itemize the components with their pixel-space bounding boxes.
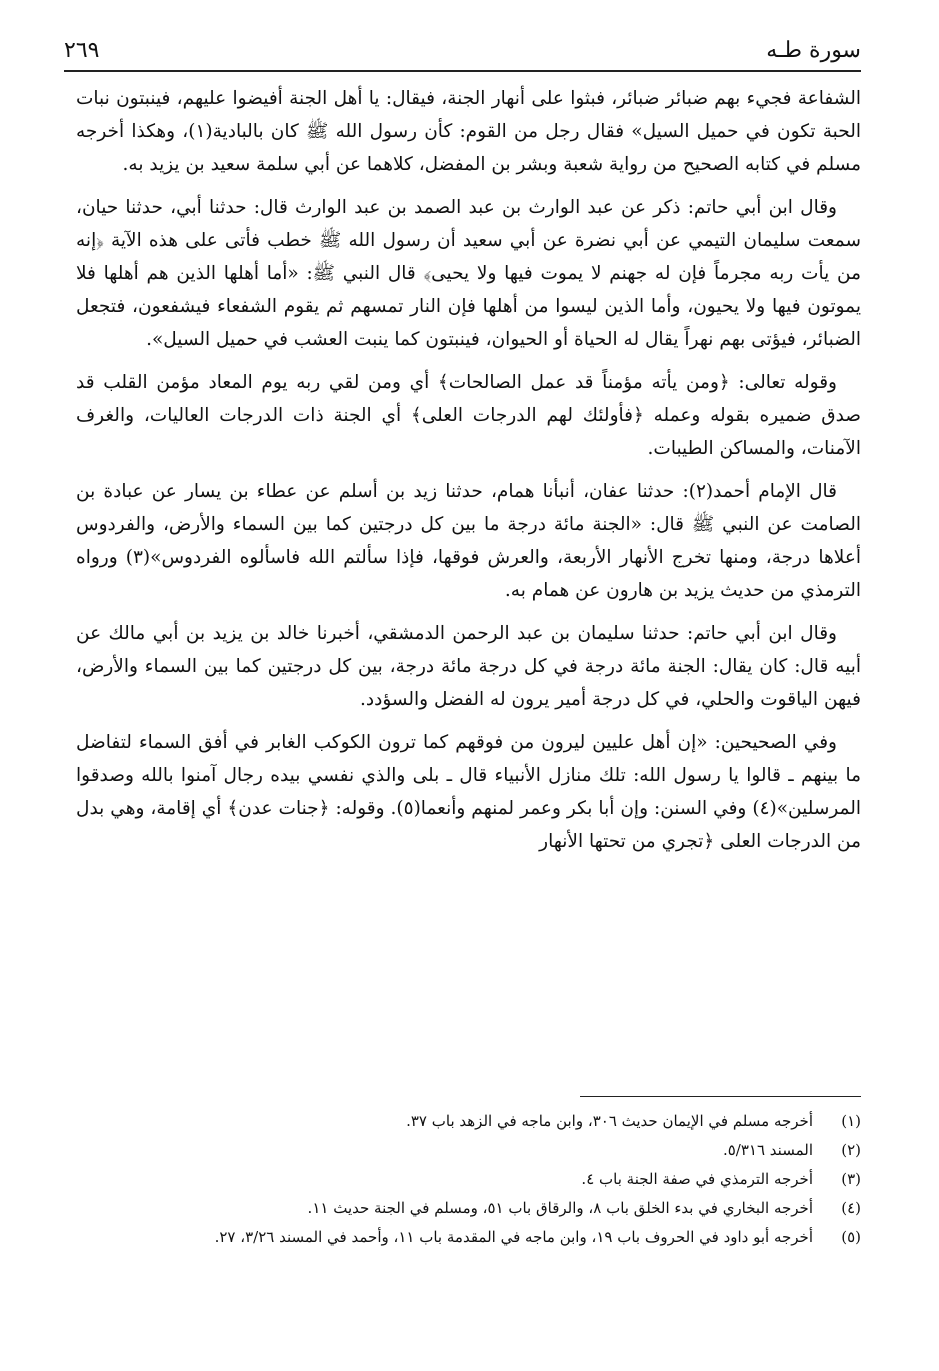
paragraph: قال الإمام أحمد(٢): حدثنا عفان، أنبأنا همام، حدثنا زيد بن أسلم عن عطاء بن يسار عن عبادة بن الصامت عن النبي ﷺ قال: «الجنة مائة درجة ما بين كل درجتين كما بين السماء والأرض، والفردوس أعلاها درجة، ومنها تخرج الأنهار الأربعة، والعرش فوقها، فإذا سألتم الله فاسألوه الفردوس»(٣) ورواه الترمذي من حديث يزيد بن هارون عن همام به.: [76, 481, 861, 601]
page-header: [64, 30, 861, 72]
footnote-marker: (٢): [841, 1141, 861, 1159]
footnote-text: أخرجه البخاري في بدء الخلق باب ٨، والرقاق باب ٥١، ومسلم في الجنة حديث ١١.: [307, 1199, 813, 1217]
paragraph: وقال ابن أبي حاتم: حدثنا سليمان بن عبد الرحمن الدمشقي، أخبرنا خالد بن يزيد بن أبي مالك عن أبيه قال: كان يقال: الجنة مائة درجة في كل درجة مائة درجة، بين كل درجتين كما بين السماء والأرض، فيهن الياقوت والحلي، في كل درجة أمير يرون له الفضل والسؤدد.: [76, 623, 861, 710]
paragraph: وقال ابن أبي حاتم: ذكر عن عبد الوارث بن عبد الصمد بن عبد الوارث قال: حدثنا أبي، حدثنا حيان، سمعت سليمان التيمي عن أبي نضرة عن أبي سعيد أن رسول الله ﷺ خطب فأتى على هذه الآية ﴿إنه من يأت ربه مجرماً فإن له جهنم لا يموت فيها ولا يحيى﴾ قال النبي ﷺ: «أما أهلها الذين هم أهلها فلا يموتون فيها ولا يحيون، وأما الذين ليسوا من أهلها فإن النار تمسهم ثم يقوم الشفعاء فيشفعون، فتجعل الضبائر، فيؤتى بهم نهراً يقال له الحياة أو الحيوان، فينبتون كما ينبت العشب في حميل السيل».: [76, 197, 861, 350]
footnote: [76, 1165, 861, 1194]
paragraph: الشفاعة فجيء بهم ضبائر ضبائر، فبثوا على أنهار الجنة، فيقال: يا أهل الجنة أفيضوا عليهم، فينبتون نبات الحبة تكون في حميل السيل» فقال رجل من القوم: كأن رسول الله ﷺ كان بالبادية(١)، وهكذا أخرجه مسلم في كتابه الصحيح من رواية شعبة وبشر بن المفضل، كلاهما عن أبي سلمة سعيد بن يزيد به.: [76, 88, 861, 175]
footnote-text: أخرجه الترمذي في صفة الجنة باب ٤.: [581, 1170, 813, 1188]
footnote-text: المسند ٥/٣١٦.: [722, 1141, 813, 1159]
footnote: [76, 1107, 861, 1136]
footnote-text: أخرجه مسلم في الإيمان حديث ٣٠٦، وابن ماجه في الزهد باب ٣٧.: [406, 1112, 813, 1130]
footnote-text: أخرجه أبو داود في الحروف باب ١٩، وابن ماجه في المقدمة باب ١١، وأحمد في المسند ٣/٢٦، ٢٧.: [214, 1228, 813, 1246]
page-number: ٢٦٩: [64, 38, 100, 63]
footnote: [76, 1194, 861, 1223]
paragraph: وفي الصحيحين: «إن أهل عليين ليرون من فوقهم كما ترون الكوكب الغابر في أفق السماء لتفاضل ما بينهم ـ قالوا يا رسول الله: تلك منازل الأنبياء قال ـ بلى والذي نفسي بيده رجال آمنوا بالله وصدقوا المرسلين»(٤) وفي السنن: وإن أبا بكر وعمر لمنهم وأنعما(٥). وقوله: ﴿جنات عدن﴾ أي إقامة، وهي بدل من الدرجات العلى ﴿تجري من تحتها الأنهار: [76, 732, 862, 852]
paragraph: وقوله تعالى: ﴿ومن يأته مؤمناً قد عمل الصالحات﴾ أي ومن لقي ربه يوم المعاد مؤمن القلب قد صدق ضميره بقوله وعمله ﴿فأولئك لهم الدرجات العلى﴾ أي الجنة ذات الدرجات العاليات، والغرف الآمنات، والمساكن الطيبات.: [76, 372, 861, 459]
footnote-divider: [580, 1096, 861, 1097]
footnote-marker: (١): [841, 1112, 861, 1130]
footnote-marker: (٣): [841, 1170, 861, 1188]
footnotes: [76, 1107, 861, 1252]
footnote-marker: (٤): [841, 1199, 861, 1217]
running-title: سورة طـه: [766, 38, 861, 63]
footnote-marker: (٥): [841, 1228, 861, 1246]
main-text: [76, 82, 861, 858]
footnote: [76, 1136, 861, 1165]
footnote: [76, 1223, 861, 1252]
